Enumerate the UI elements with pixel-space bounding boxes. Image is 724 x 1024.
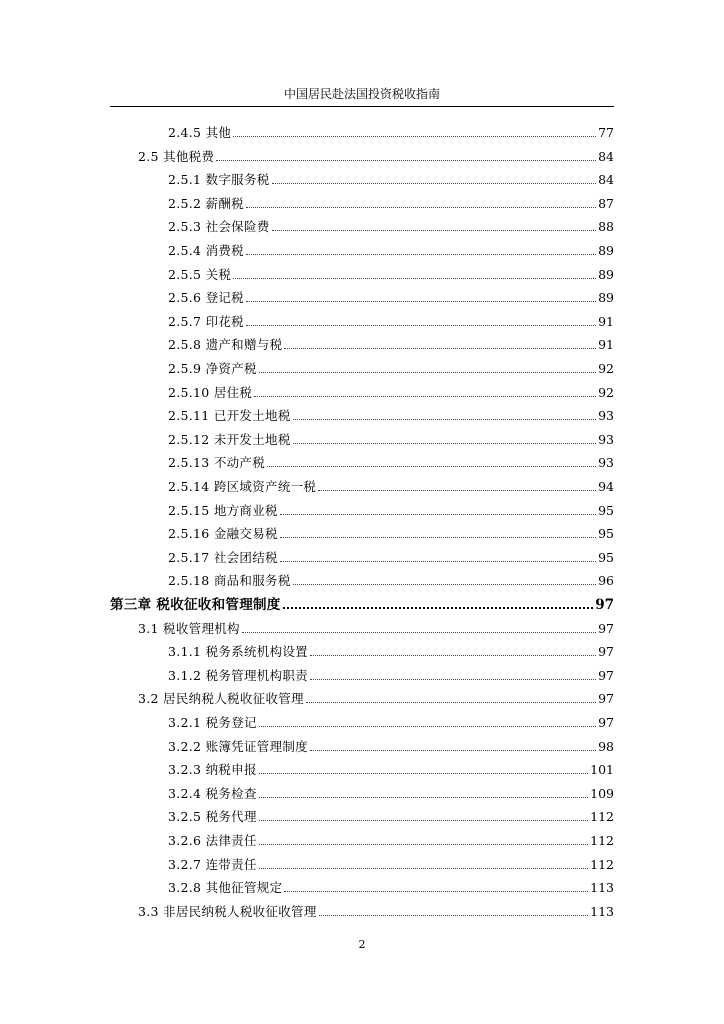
toc-entry[interactable] [168, 571, 614, 591]
toc-entry-label: 3.2.7 连带责任 [168, 856, 257, 872]
toc-dot-leader [293, 419, 596, 420]
toc-entry[interactable] [138, 147, 614, 167]
toc-entry-page: 93 [598, 455, 614, 471]
toc-dot-leader [310, 750, 596, 751]
toc-entry-page: 89 [598, 266, 614, 282]
toc-entry-label: 2.5.18 商品和服务税 [168, 573, 291, 589]
toc-dot-leader [319, 915, 588, 916]
toc-entry[interactable] [168, 312, 614, 332]
toc-entry[interactable] [138, 902, 614, 922]
toc-entry-page: 92 [598, 384, 614, 400]
toc-entry-label: 2.5.13 不动产税 [168, 455, 266, 471]
toc-entry-label: 3.3 非居民纳税人税收征收管理 [138, 903, 317, 919]
toc-entry[interactable] [168, 217, 614, 237]
toc-dot-leader [242, 632, 596, 633]
toc-entry-page: 87 [598, 195, 614, 211]
toc-entry-label: 2.5.16 金融交易税 [168, 526, 278, 542]
toc-entry-label: 3.1.2 税务管理机构职责 [168, 667, 308, 683]
toc-entry-page: 93 [598, 431, 614, 447]
toc-entry-page: 92 [598, 361, 614, 376]
toc-entry-label: 3.2.3 纳税申报 [168, 762, 257, 778]
toc-entry-label: 2.5.12 未开发土地税 [168, 431, 291, 447]
toc-entry[interactable] [168, 194, 614, 214]
toc-entry-label: 2.5.2 薪酬税 [168, 195, 244, 211]
page-number: 2 [358, 938, 366, 951]
toc-dot-leader [254, 396, 596, 397]
toc-entry-page: 97 [598, 644, 614, 660]
toc-entry[interactable] [168, 359, 614, 379]
toc-entry-label: 3.2.2 账簿凭证管理制度 [168, 738, 308, 754]
toc-entry-page: 97 [598, 620, 614, 636]
toc-entry-label: 3.1 税收管理机构 [138, 620, 240, 636]
toc-dot-leader [306, 702, 596, 703]
toc-entry[interactable] [168, 453, 614, 473]
toc-dot-leader [216, 160, 596, 161]
toc-entry[interactable] [168, 430, 614, 450]
toc-dot-leader [272, 230, 597, 231]
toc-dot-leader [284, 348, 596, 349]
toc-entry-label: 2.5.10 居住税 [168, 384, 253, 400]
toc-entry[interactable] [168, 760, 614, 780]
toc-entry-page: 113 [590, 880, 614, 896]
toc-entry-page: 93 [598, 408, 614, 424]
toc-entry-label: 3.2.1 税务登记 [168, 715, 257, 730]
toc-entry-label: 3.2.8 其他征管规定 [168, 880, 283, 896]
toc-entry-label: 2.5.6 登记税 [168, 290, 244, 306]
toc-entry[interactable] [168, 241, 614, 261]
toc-dot-leader [284, 891, 588, 892]
toc-dot-leader [233, 136, 596, 137]
toc-entry-label: 2.5.11 已开发土地税 [168, 408, 291, 424]
toc-entry-page: 88 [598, 219, 614, 235]
toc-entry[interactable] [168, 855, 614, 875]
toc-entry-page: 84 [598, 172, 614, 188]
toc-entry-label: 3.1.1 税务系统机构设置 [168, 644, 308, 660]
toc-entry-label: 2.5.3 社会保险费 [168, 219, 270, 235]
toc-entry[interactable] [168, 501, 614, 521]
toc-entry-page: 89 [598, 290, 614, 306]
toc-entry[interactable] [168, 383, 614, 403]
toc-entry[interactable] [168, 666, 614, 686]
toc-entry-label: 2.5.5 关税 [168, 266, 232, 282]
toc-entry-page: 97 [595, 597, 614, 613]
toc-entry-page: 95 [598, 502, 614, 518]
toc-entry[interactable] [168, 123, 614, 143]
toc-entry-page: 89 [598, 243, 614, 258]
toc-entry-page: 91 [598, 337, 614, 353]
toc-entry-page: 96 [598, 573, 614, 589]
toc-entry[interactable] [168, 524, 614, 544]
toc-entry[interactable] [168, 548, 614, 568]
toc-entry-label: 3.2.6 法律责任 [168, 833, 257, 848]
toc-entry-page: 98 [598, 738, 614, 754]
toc-dot-leader [310, 655, 596, 656]
toc-entry-page: 95 [598, 549, 614, 565]
toc-entry-label: 3.2.5 税务代理 [168, 809, 257, 825]
toc-entry[interactable] [168, 807, 614, 827]
toc-entry[interactable] [110, 595, 614, 615]
toc-dot-leader [259, 773, 588, 774]
toc-entry-page: 91 [598, 313, 614, 329]
toc-entry[interactable] [168, 265, 614, 285]
toc-entry[interactable] [138, 619, 614, 639]
toc-entry[interactable] [168, 477, 614, 497]
toc-entry-label: 2.5.15 地方商业税 [168, 502, 278, 518]
header-divider [110, 106, 614, 107]
toc-entry-page: 77 [598, 125, 614, 140]
toc-entry-label: 3.2.4 税务检查 [168, 785, 257, 801]
toc-dot-leader [272, 183, 597, 184]
toc-dot-leader [267, 466, 596, 467]
toc-dot-leader [246, 325, 596, 326]
toc-dot-leader [259, 797, 588, 798]
toc-dot-leader [259, 844, 588, 845]
toc-dot-leader [259, 726, 596, 727]
toc-entry-page: 97 [598, 715, 614, 730]
toc-entry[interactable] [168, 878, 614, 898]
toc-entry-label: 2.4.5 其他 [168, 125, 232, 140]
toc-entry-page: 94 [598, 479, 614, 494]
toc-dot-leader [259, 868, 588, 869]
toc-entry-label: 2.5.8 遗产和赠与税 [168, 337, 283, 353]
toc-entry-page: 97 [598, 667, 614, 683]
toc-entry[interactable] [168, 713, 614, 733]
toc-entry[interactable] [168, 406, 614, 426]
toc-dot-leader [280, 561, 596, 562]
toc-entry-page: 97 [598, 691, 614, 707]
toc-entry[interactable] [168, 831, 614, 851]
toc-entry-page: 112 [590, 856, 614, 872]
toc-entry[interactable] [168, 737, 614, 757]
toc-entry-page: 84 [598, 148, 614, 164]
toc-entry-label: 2.5.4 消费税 [168, 243, 244, 258]
toc-entry[interactable] [168, 335, 614, 355]
toc-entry-page: 95 [598, 526, 614, 542]
toc-entry-label: 2.5 其他税费 [138, 148, 215, 164]
toc-dot-leader [283, 607, 594, 609]
toc-entry-label: 第三章 税收征收和管理制度 [110, 597, 281, 613]
toc-dot-leader [280, 514, 596, 515]
toc-entry-label: 2.5.9 净资产税 [168, 361, 257, 376]
toc-dot-leader [246, 207, 596, 208]
toc-entry-page: 113 [590, 903, 614, 919]
toc-dot-leader [259, 372, 596, 373]
toc-dot-leader [318, 490, 596, 491]
toc-entry-label: 2.5.7 印花税 [168, 313, 244, 329]
toc-entry-label: 2.5.1 数字服务税 [168, 172, 270, 188]
toc-entry-page: 101 [590, 762, 614, 778]
toc-dot-leader [293, 443, 596, 444]
toc-entry-label: 2.5.14 跨区域资产统一税 [168, 479, 317, 494]
toc-dot-leader [246, 254, 596, 255]
toc-dot-leader [293, 584, 596, 585]
toc-entry[interactable] [168, 642, 614, 662]
toc-dot-leader [310, 679, 596, 680]
toc-entry-page: 112 [590, 809, 614, 825]
toc-entry[interactable] [168, 288, 614, 308]
toc-entry-label: 3.2 居民纳税人税收征收管理 [138, 691, 304, 707]
toc-entry[interactable] [138, 689, 614, 709]
page-header-title: 中国居民赴法国投资税收指南 [283, 87, 440, 101]
toc-dot-leader [233, 278, 596, 279]
toc-entry[interactable] [168, 170, 614, 190]
toc-entry-label: 2.5.17 社会团结税 [168, 549, 278, 565]
toc-dot-leader [280, 537, 596, 538]
toc-entry[interactable] [168, 784, 614, 804]
toc-dot-leader [259, 820, 588, 821]
toc-dot-leader [246, 301, 596, 302]
toc-entry-page: 109 [590, 785, 614, 801]
toc-entry-page: 112 [590, 833, 614, 848]
